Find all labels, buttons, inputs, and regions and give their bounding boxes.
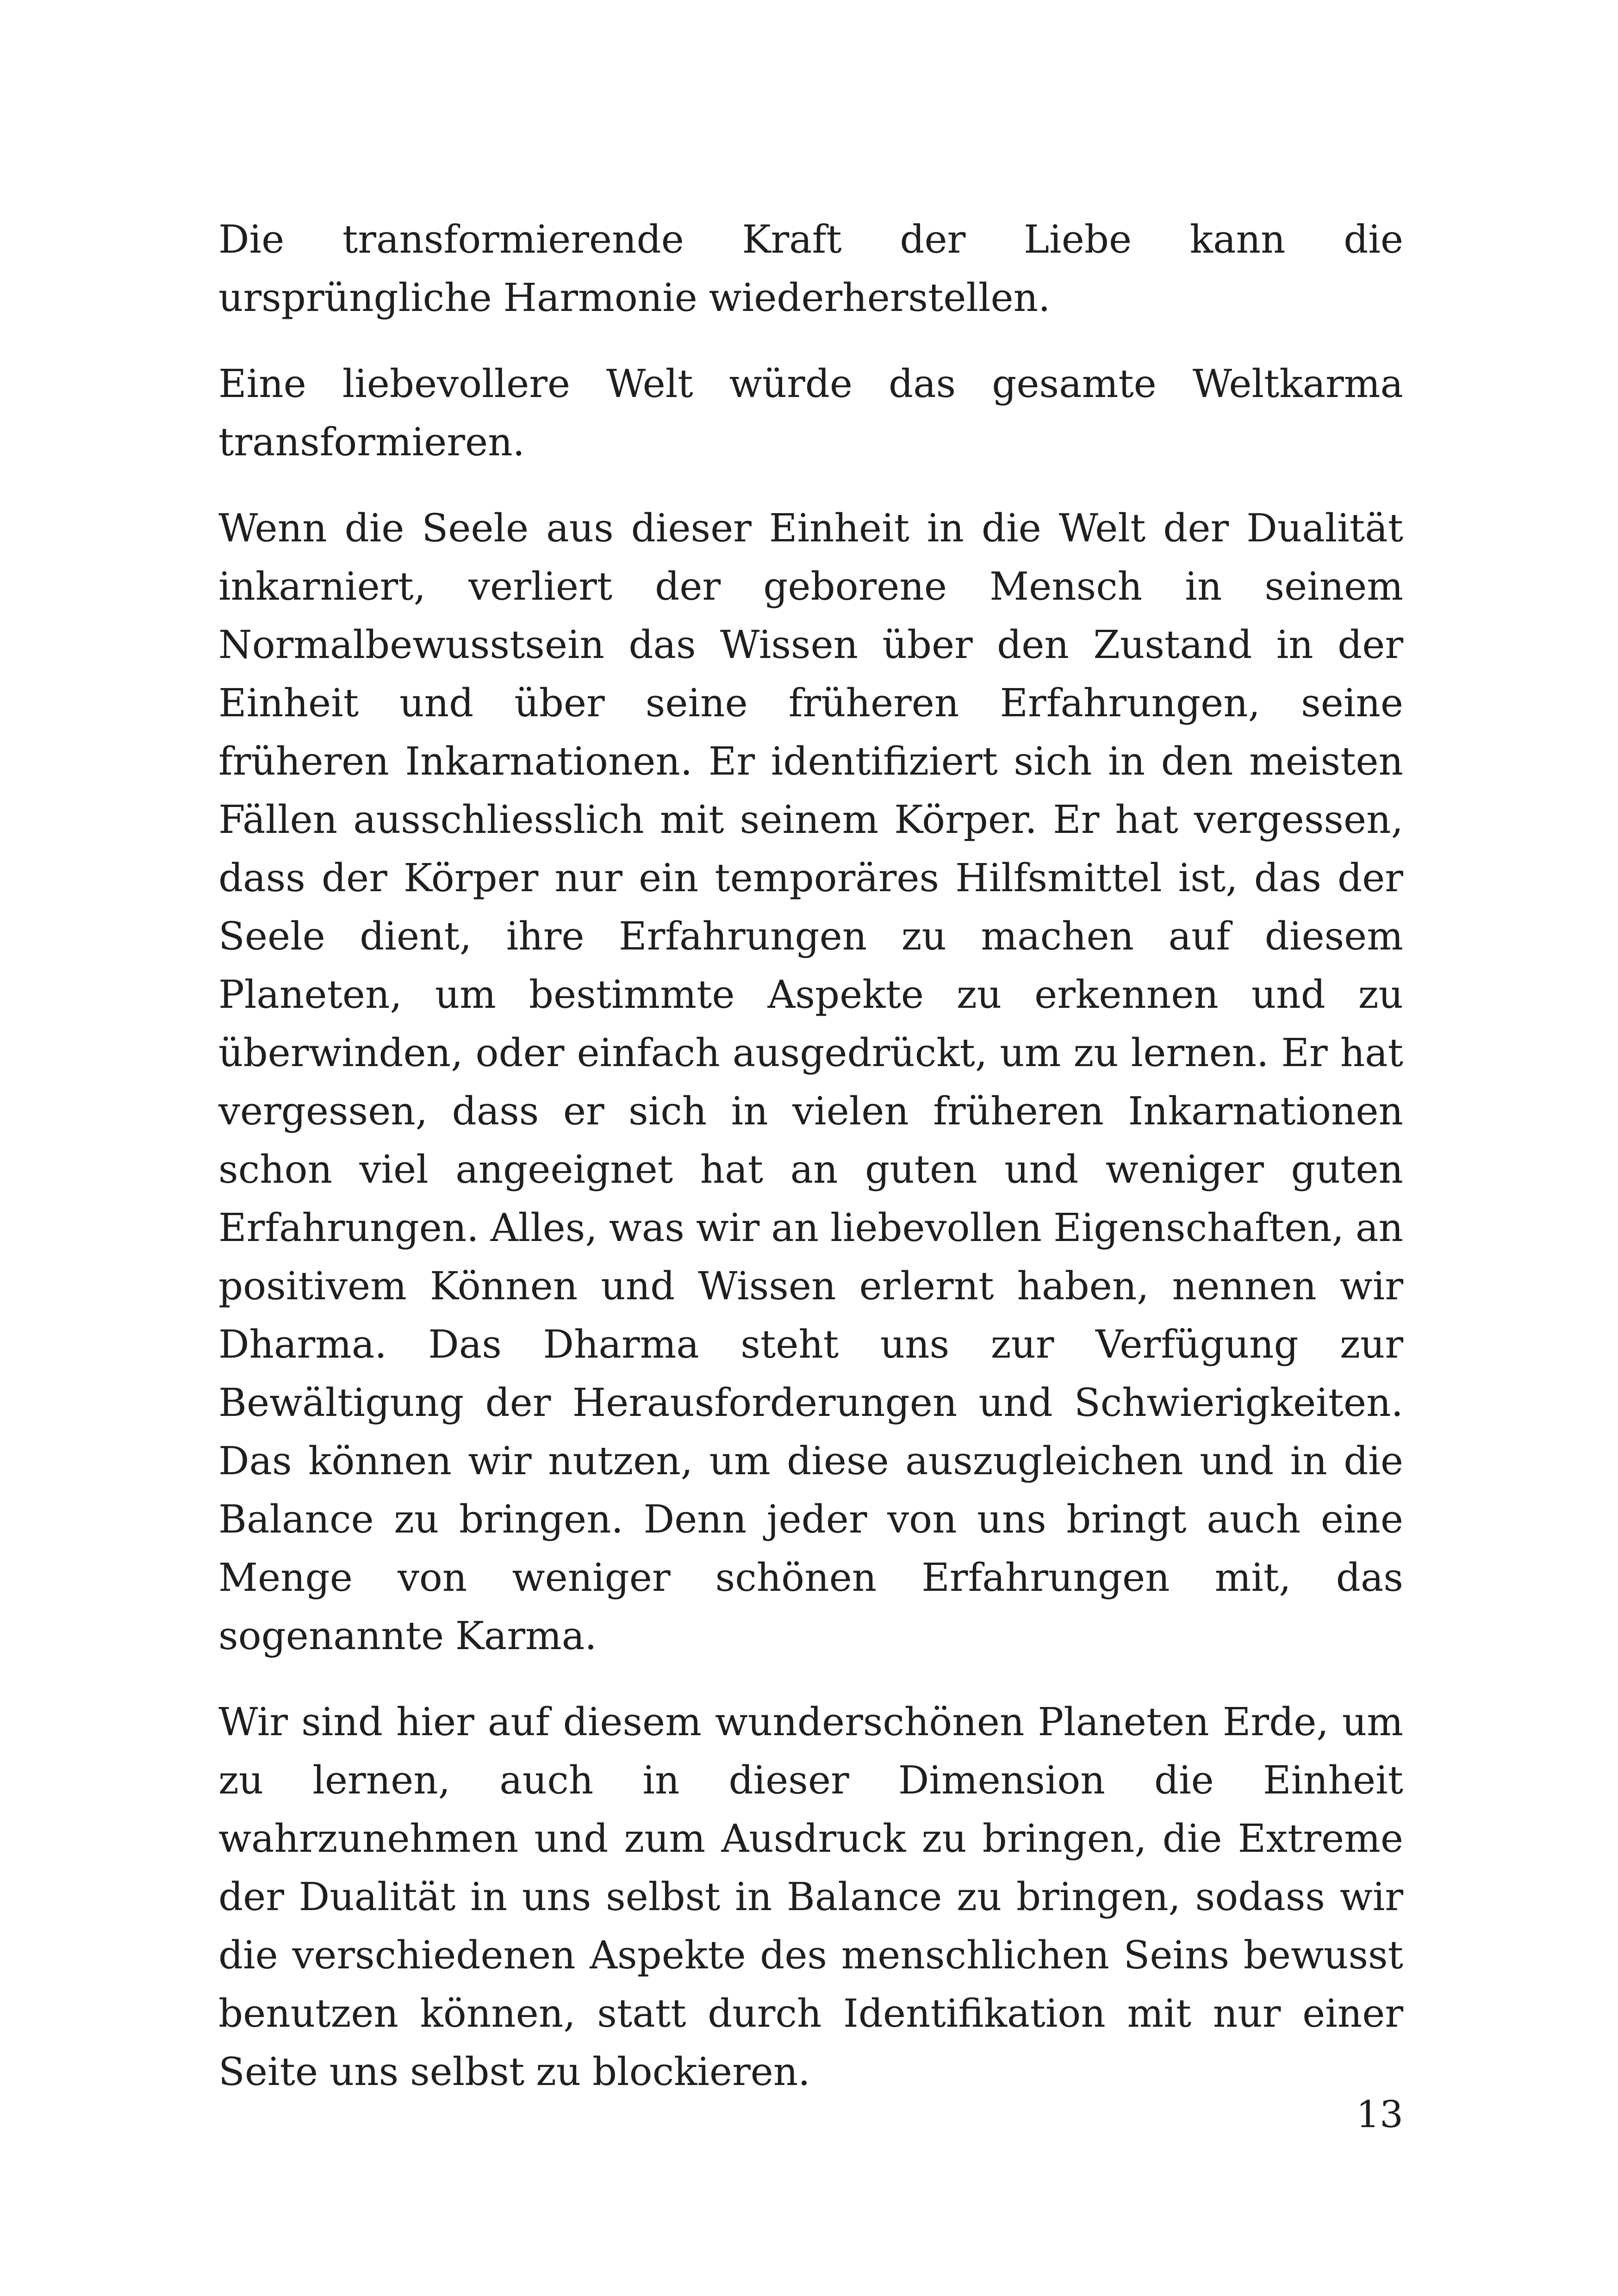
paragraph-3: Wenn die Seele aus dieser Einheit in die Welt der Dualität inkarniert, verliert der geborene Mensch in seinem Normalbewusstsein das Wissen über den Zustand in der Einheit und über seine früheren Erfahrungen, seine früheren Inkarnationen. Er identifiziert sich in den meisten Fällen ausschliesslich mit seinem Körper. Er hat vergessen, dass der Körper nur ein temporäres Hilfsmittel ist, das der Seele dient, ihre Erfahrungen zu machen auf diesem Planeten, um bestimmte Aspekte zu erkennen und zu überwinden, oder einfach ausgedrückt, um zu lernen. Er hat vergessen, dass er sich in vielen früheren Inkarnationen schon viel angeeignet hat an guten und weniger guten Erfahrungen. Alles, was wir an liebevollen Eigenschaften, an positivem Können und Wissen erlernt haben, nennen wir Dharma. Das Dharma steht uns zur Verfügung zur Bewältigung der Herausforderungen und Schwierigkeiten. Das können wir nutzen, um diese auszugleichen und in die Balance zu bringen. Denn jeder von uns bringt auch eine Menge von weniger schönen Erfahrungen mit, das sogenannte Karma. — [218, 506, 1403, 1658]
page-number: 13 — [1356, 2093, 1403, 2136]
paragraph-2: Eine liebevollere Welt würde das gesamte Weltkarma transformieren. — [218, 361, 1403, 465]
paragraph-1: Die transformierende Kraft der Liebe kann die ursprüngliche Harmonie wiederherstellen. — [218, 217, 1403, 320]
paragraph-4: Wir sind hier auf diesem wunderschönen Planeten Erde, um zu lernen, auch in dieser Dimension die Einheit wahrzunehmen und zum Ausdruck zu bringen, die Extreme der Dualität in uns selbst in Balance zu bringen, sodass wir die verschiedenen Aspekte des menschlichen Seins bewusst benutzen können, statt durch Identifikation mit nur einer Seite uns selbst zu blockieren. — [218, 1700, 1403, 2094]
body-text — [218, 211, 1403, 2129]
